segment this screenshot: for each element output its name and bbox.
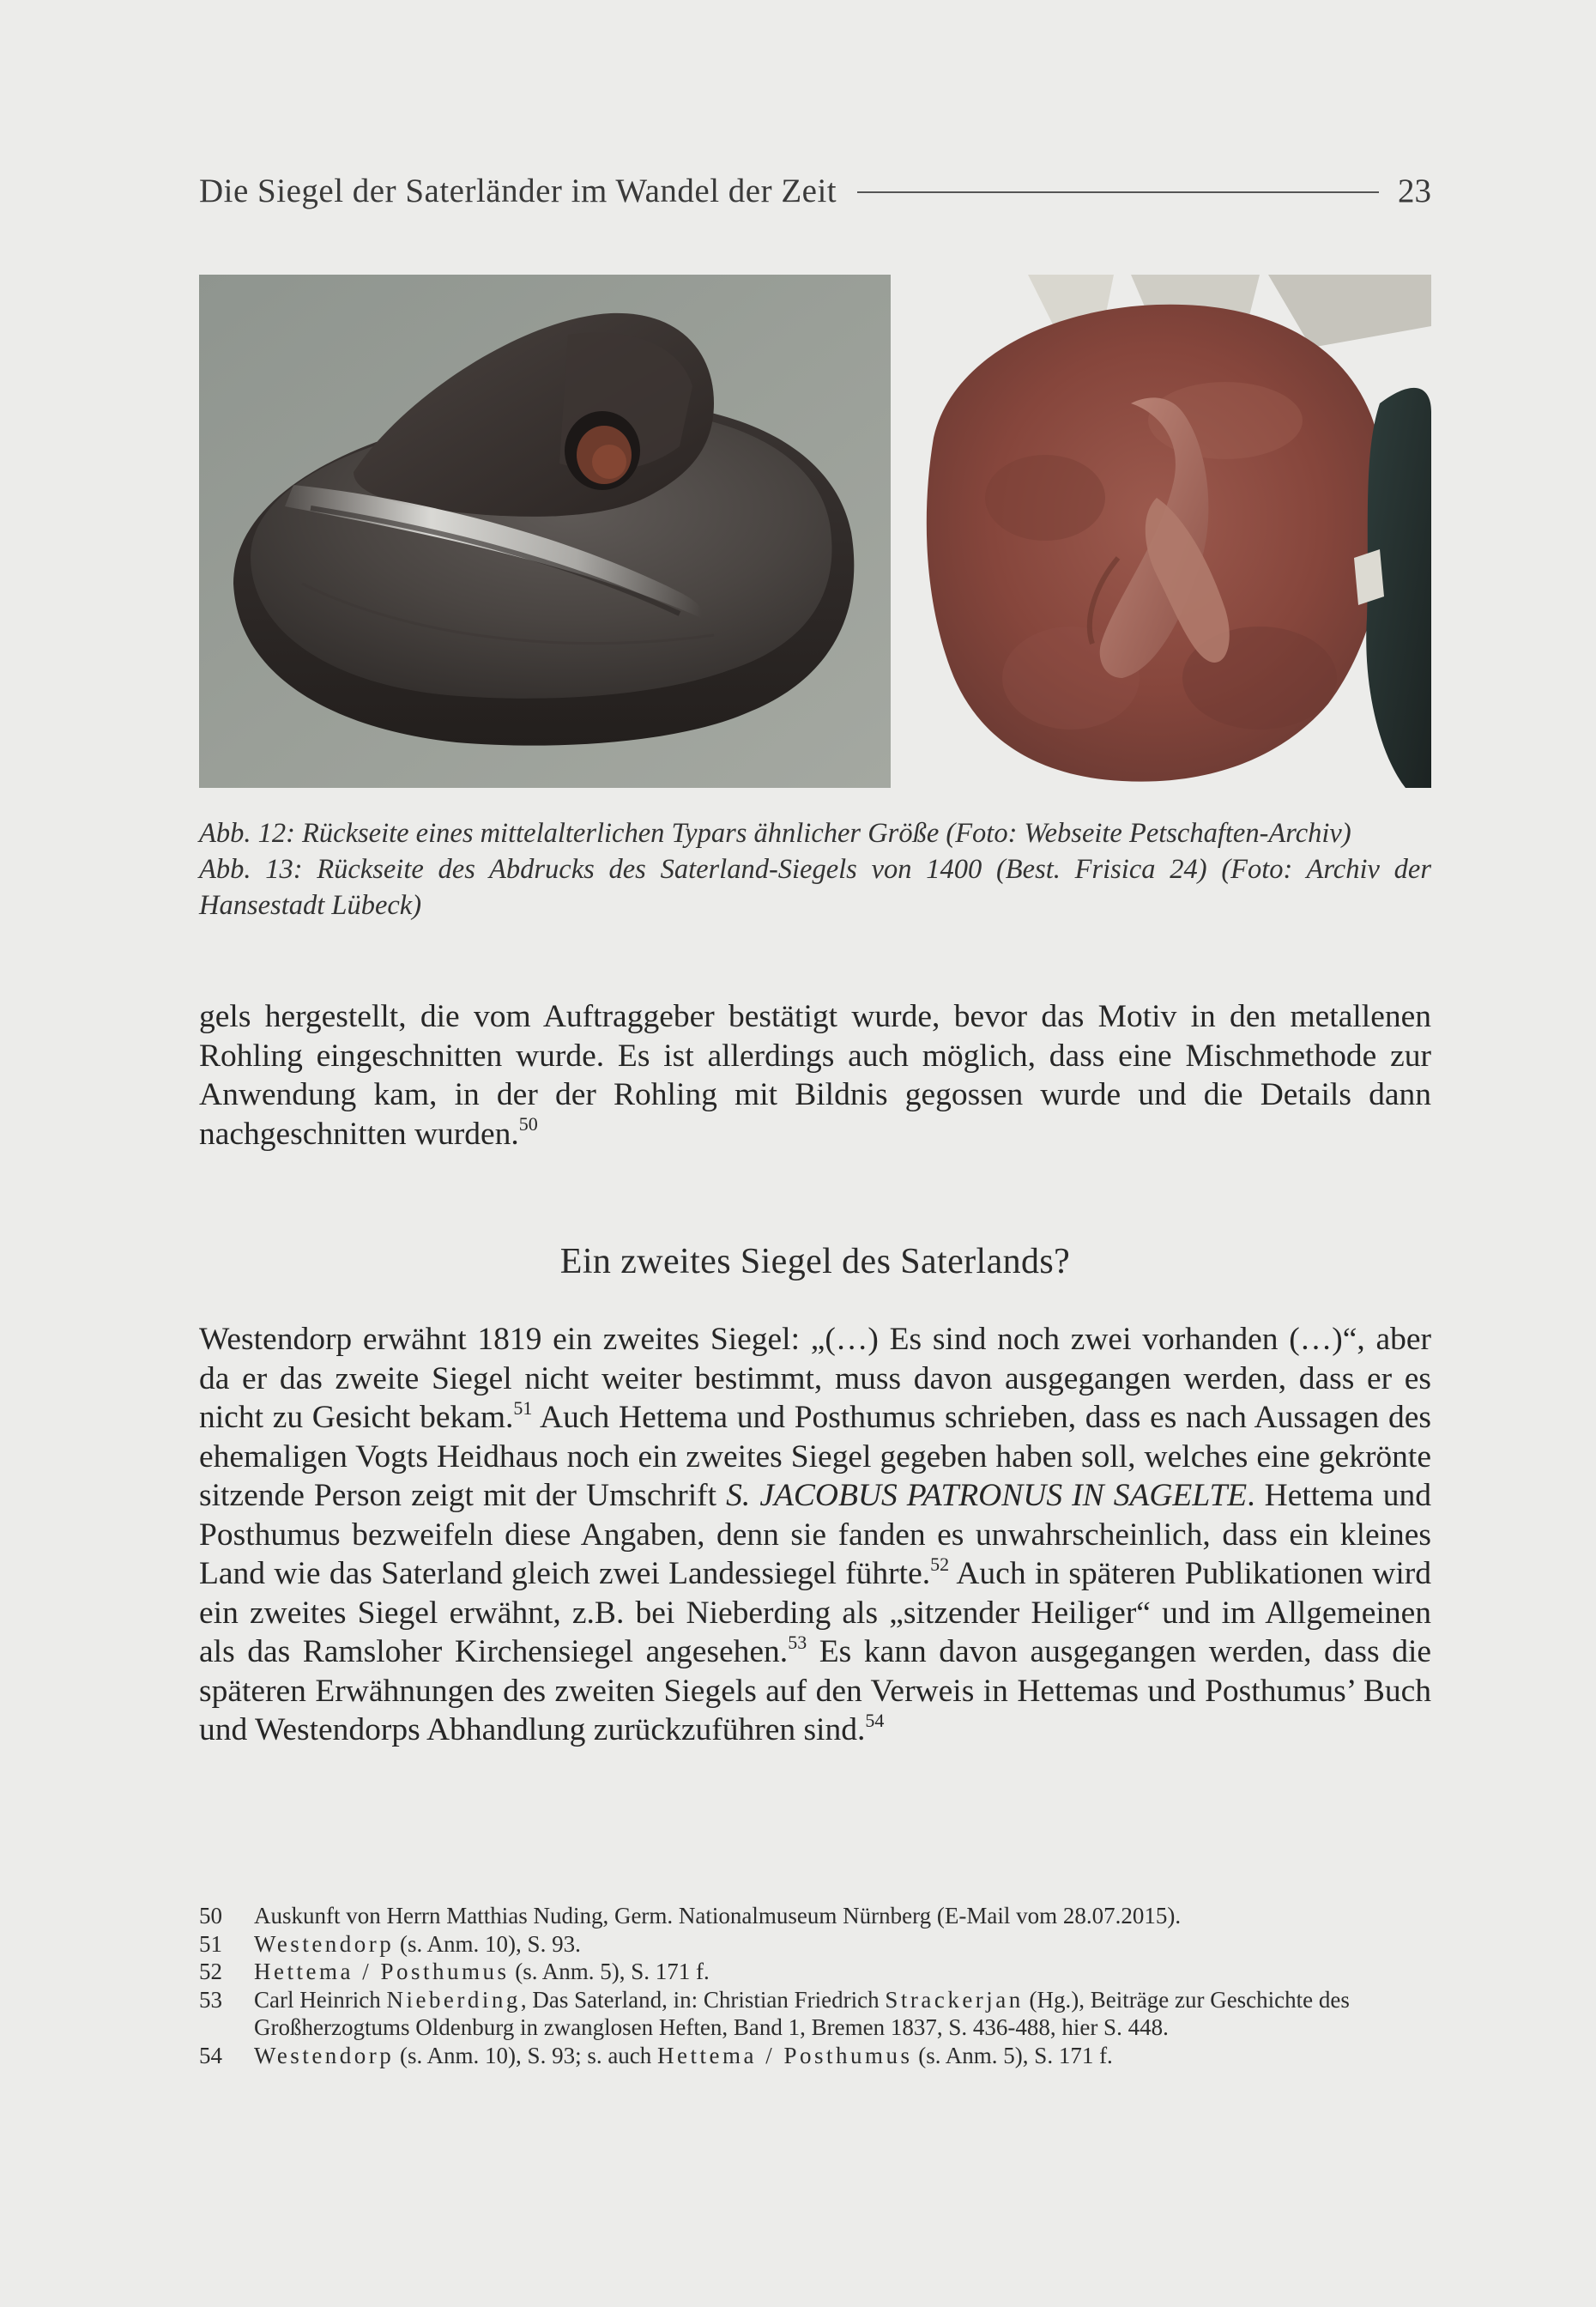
footnote-text bbox=[254, 1902, 1431, 1930]
caption-abb-13: Abb. 13: Rückseite des Abdrucks des Saterland-Siegels von 1400 (Best. Frisica 24) (Foto: Archiv der Hansestadt Lübeck) bbox=[199, 854, 1431, 921]
footnote-50 bbox=[199, 1902, 1431, 1930]
main-text-part-3: . Hettema und Posthumus bezweifeln diese Angaben, denn sie fanden es unwahrscheinlich, dass ein kleines Land wie das Saterland gleich zwei Landessiegel führte. bbox=[199, 1478, 1431, 1591]
running-title: Die Siegel der Saterländer im Wandel der Zeit bbox=[199, 172, 837, 209]
footnote-number: 54 bbox=[199, 2042, 222, 2068]
main-text-part-5: Es kann davon ausgegangen werden, dass die späteren Erwähnungen des zweiten Siegels auf den Verweis in Hettemas und Posthumus’ Buch und Westendorps Abhandlung zurückzuführen sind. bbox=[199, 1634, 1432, 1747]
intro-text: gels hergestellt, die vom Auftraggeber bestätigt wurde, bevor das Motiv in den metallenen Rohling eingeschnitten wurde. Es ist allerdings auch möglich, dass eine Mischmethode zur Anwendung kam, in der der Rohling mit Bildnis gegossen wurde und die Details dann nachgeschnitten wurden. bbox=[199, 999, 1431, 1152]
footnotes bbox=[199, 1902, 1431, 2069]
footnote-text bbox=[254, 1930, 1431, 1959]
footnote-number: 52 bbox=[199, 1959, 222, 1984]
caption-abb-12: Abb. 12: Rückseite eines mittelalterlichen Typars ähnlicher Größe (Foto: Webseite Petschaften-Archiv) bbox=[199, 818, 1351, 849]
footnote-author: Westendorp bbox=[254, 2042, 395, 2068]
figure-wax-seal-photo bbox=[899, 275, 1431, 788]
footnote-ref-54[interactable]: 54 bbox=[865, 1709, 885, 1731]
footnote-author: Westendorp bbox=[254, 1930, 395, 1957]
figure-captions bbox=[199, 815, 1431, 923]
footnote-body: Auskunft von Herrn Matthias Nuding, Germ. Nationalmuseum Nürnberg (E-Mail vom 28.07.2015). bbox=[254, 1903, 1182, 1929]
footnote-prefix: Carl Heinrich bbox=[254, 1986, 387, 2013]
footnote-text bbox=[254, 2042, 1431, 2070]
footnote-author: Nieberding bbox=[386, 1986, 521, 2013]
footnote-number: 51 bbox=[199, 1930, 222, 1957]
footnote-ref-53[interactable]: 53 bbox=[788, 1631, 807, 1653]
footnote-author: Hettema / Posthumus bbox=[254, 1959, 510, 1984]
main-text-part-1: Westendorp erwähnt 1819 ein zweites Siegel: „(…) Es sind noch zwei vorhanden (…)“, aber da er das zweite Siegel nicht weiter bestimmt, muss davon ausgegangen werden, dass er es nicht zu Gesicht bekam. bbox=[199, 1322, 1431, 1435]
seal-inscription: S. JACOBUS PATRONUS IN SAGELTE bbox=[726, 1478, 1248, 1513]
footnote-body: (s. Anm. 10), S. 93; s. auch bbox=[394, 2042, 658, 2068]
main-text-part-4: Auch in späteren Publikationen wird ein zweites Siegel erwähnt, z.B. bei Nieberding als „sitzender Heiliger“ und im Allgemeinen als das Ramsloher Kirchensiegel angesehen. bbox=[199, 1556, 1431, 1669]
footnote-author-2: Hettema / Posthumus bbox=[657, 2042, 913, 2068]
footnote-text bbox=[254, 1986, 1431, 2042]
intro-paragraph bbox=[199, 997, 1431, 1154]
footnote-body: (s. Anm. 10), S. 93. bbox=[394, 1930, 581, 1957]
footnote-52 bbox=[199, 1958, 1431, 1986]
figure-seal-matrix-photo bbox=[199, 275, 891, 788]
page-number: 23 bbox=[1398, 172, 1431, 209]
footnote-51 bbox=[199, 1930, 1431, 1959]
footnote-body: , Das Saterland, in: Christian Friedrich bbox=[520, 1986, 886, 2013]
seal-matrix-image bbox=[199, 275, 891, 788]
section-heading: Ein zweites Siegel des Saterlands? bbox=[559, 1242, 1071, 1281]
footnote-ref-51[interactable]: 51 bbox=[513, 1396, 533, 1419]
main-paragraph bbox=[199, 1320, 1431, 1750]
footnote-53 bbox=[199, 1986, 1431, 2042]
footnote-54 bbox=[199, 2042, 1431, 2070]
footnote-number: 50 bbox=[199, 1903, 222, 1929]
footnote-ref-52[interactable]: 52 bbox=[930, 1553, 950, 1575]
footnote-number: 53 bbox=[199, 1986, 222, 2013]
footnote-text bbox=[254, 1958, 1431, 1986]
footnote-body-2: (Hg.), Beiträge zur Geschichte des Großherzogtums Oldenburg in zwanglosen Heften, Band 1, Bremen 1837, S. 436-488, hier S. 448. bbox=[254, 1986, 1350, 2040]
footnote-ref-50[interactable]: 50 bbox=[518, 1113, 538, 1135]
header-rule bbox=[857, 191, 1379, 193]
footnote-body: (s. Anm. 5), S. 171 f. bbox=[509, 1959, 710, 1984]
running-header bbox=[199, 165, 1431, 216]
main-text-part-2: Auch Hettema und Posthumus schrieben, dass es nach Aussagen des ehemaligen Vogts Heidhaus noch ein zweites Siegel gegeben haben soll, welches eine gekrönte sitzende Person zeigt mit der Umschrift bbox=[199, 1400, 1431, 1513]
footnote-body-2: (s. Anm. 5), S. 171 f. bbox=[912, 2042, 1113, 2068]
footnote-editor: Strackerjan bbox=[885, 1986, 1024, 2013]
wax-seal-image bbox=[899, 275, 1431, 788]
